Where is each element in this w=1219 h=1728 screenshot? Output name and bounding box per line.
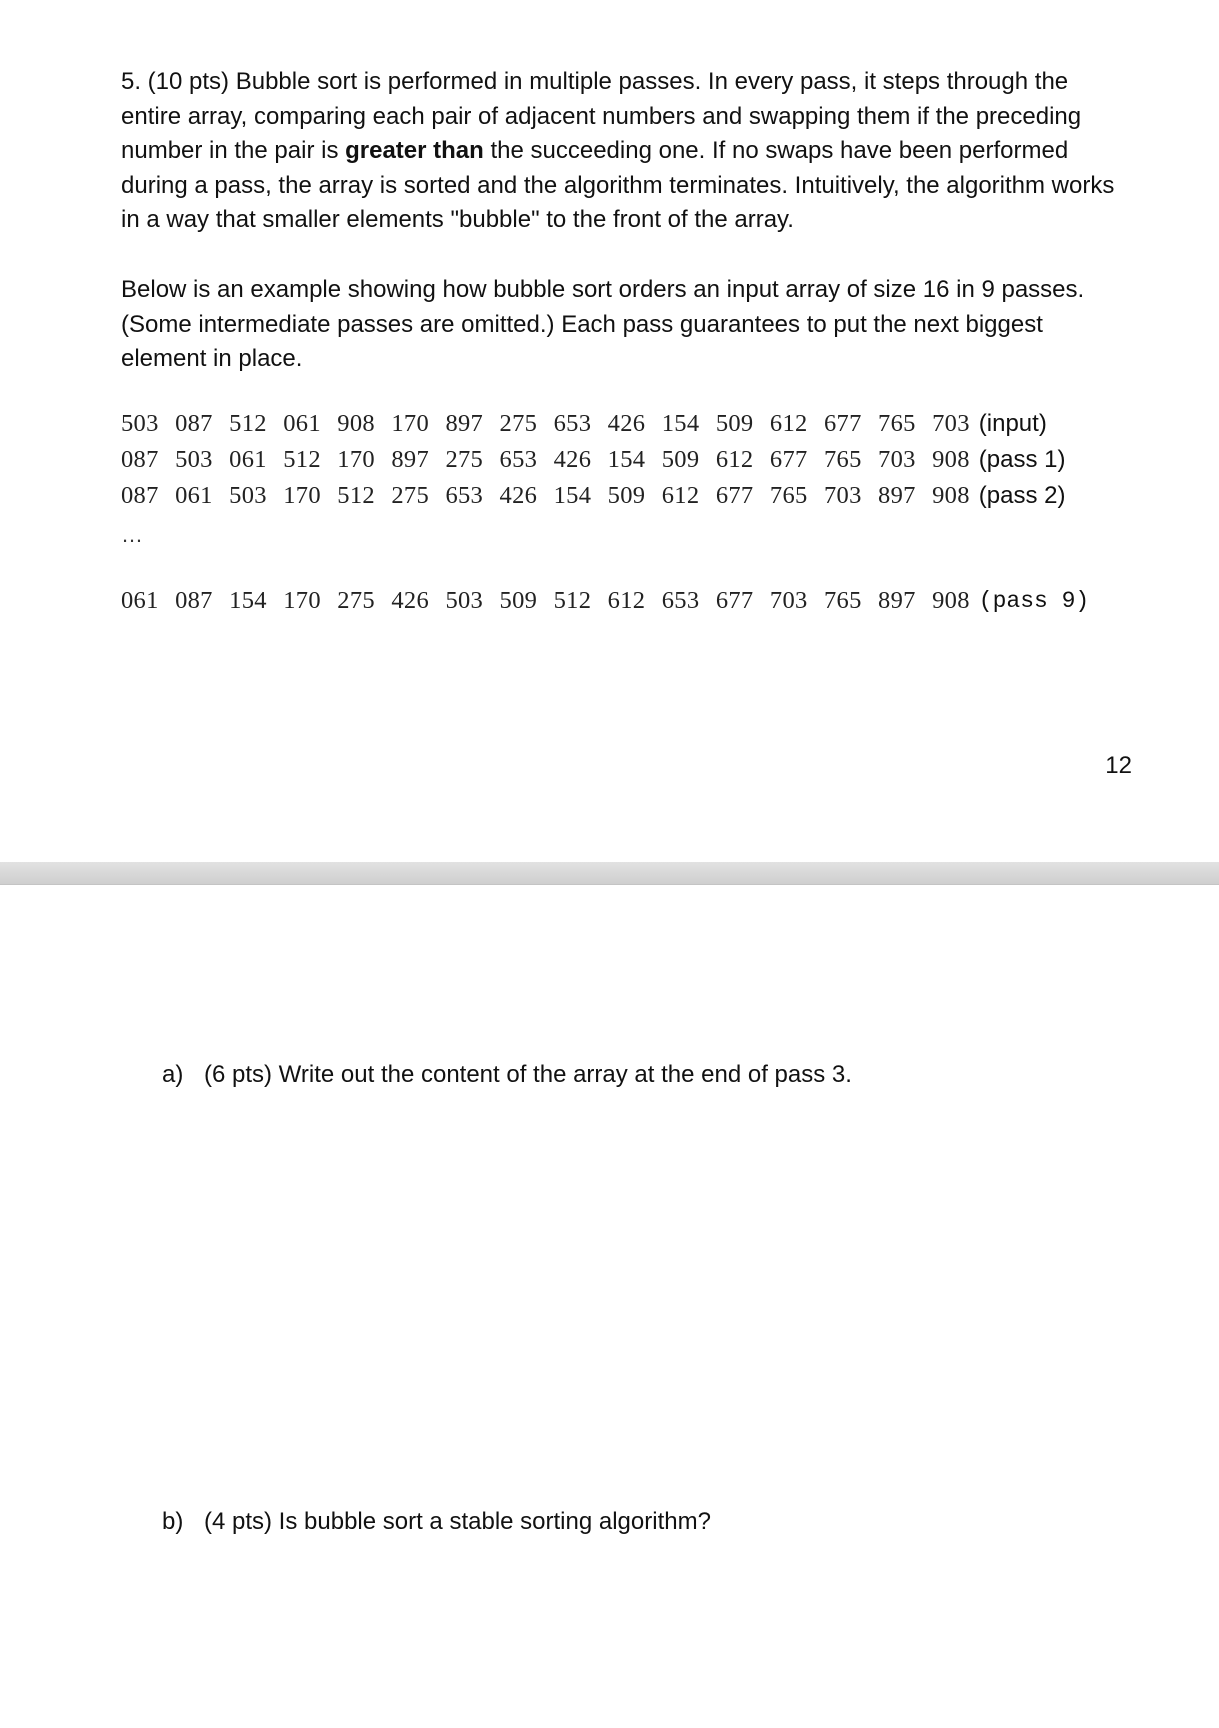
subquestion-a-label: a)	[162, 1061, 184, 1088]
intro-bold-text: greater than	[345, 137, 484, 164]
question-intro-paragraph	[121, 65, 1131, 238]
array-values: 087 503 061 512 170 897 275 653 426 154 509 612 677 765 703 908	[121, 446, 970, 473]
subquestion-b	[162, 1506, 711, 1538]
array-values: 087 061 503 170 512 275 653 426 154 509 612 677 765 703 897 908	[121, 482, 970, 509]
subquestion-a	[162, 1059, 852, 1091]
array-row-input	[121, 406, 1131, 442]
array-label: (pass 9)	[978, 588, 1090, 614]
intro-text-start: 5. (10 pts) Bubble sort is performed in multiple passes. In every pass, it steps through the entire array, comparing each pair of adjacent numbers and swapping them if the preceding number in the pair is	[121, 68, 1082, 164]
array-label: (pass 2)	[978, 482, 1066, 509]
array-label: (pass 1)	[978, 446, 1066, 473]
page-number: 12	[1105, 752, 1132, 779]
array-values: 061 087 154 170 275 426 503 509 512 612 653 677 703 765 897 908	[121, 587, 970, 614]
array-values: 503 087 512 061 908 170 897 275 653 426 154 509 612 677 765 703	[121, 410, 970, 437]
subquestion-b-label: b)	[162, 1508, 184, 1535]
example-intro-paragraph: Below is an example showing how bubble sort orders an input array of size 16 in 9 passes. (Some intermediate passes are omitted.) Each pass guarantees to put the next biggest element in place.	[121, 276, 1085, 372]
array-label: (input)	[978, 410, 1047, 437]
intro-text-end: the succeeding one. If no swaps have been performed during a pass, the array is sorted and the algorithm terminates. Intuitively, the algorithm works in a way that smaller elements "bubble" to the front of the array.	[121, 137, 1115, 233]
array-row-pass-1	[121, 442, 1131, 478]
omitted-passes-ellipsis: …	[121, 522, 144, 547]
array-final-pass	[121, 583, 1131, 619]
subquestion-a-text: (6 pts) Write out the content of the array at the end of pass 3.	[204, 1061, 852, 1088]
subquestion-b-text: (4 pts) Is bubble sort a stable sorting algorithm?	[204, 1508, 711, 1535]
page-separator	[0, 862, 1219, 885]
array-row-pass-2	[121, 478, 1131, 514]
array-row-pass-9	[121, 583, 1131, 619]
array-pass-list	[121, 406, 1131, 514]
